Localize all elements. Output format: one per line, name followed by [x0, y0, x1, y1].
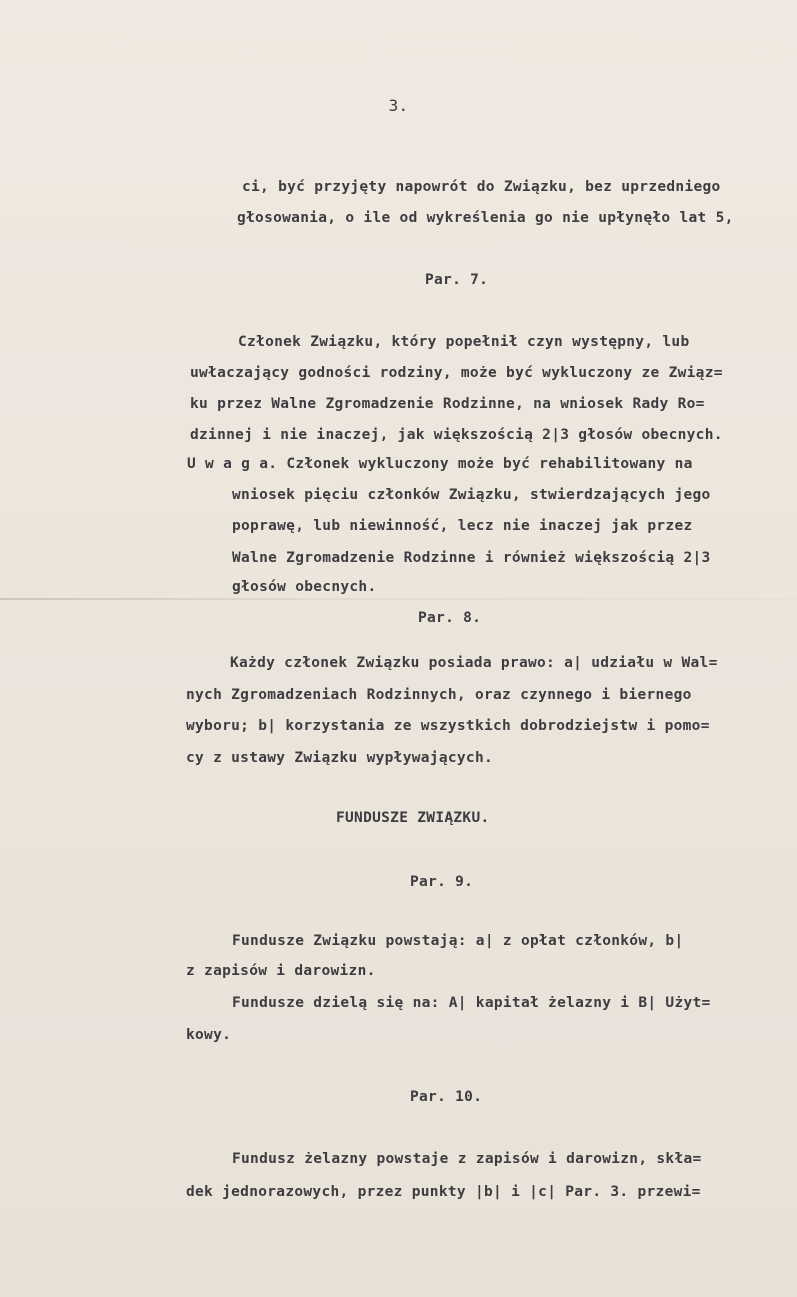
note-line: U w a g a. Członek wykluczony może być rehabilitowany na [187, 456, 693, 472]
text-line: Fundusze Związku powstają: a| z opłat członków, b| [232, 933, 684, 949]
text-line: głosowania, o ile od wykreślenia go nie upłynęło lat 5, [237, 210, 734, 226]
text-line: dzinnej i nie inaczej, jak większością 2|3 głosów obecnych. [190, 427, 723, 443]
section-heading-par-8: Par. 8. [418, 610, 482, 626]
text-line: wyboru; b| korzystania ze wszystkich dobrodziejstw i pomo= [186, 718, 710, 734]
page-number: 3. [388, 96, 409, 115]
chapter-heading: FUNDUSZE ZWIĄZKU. [336, 810, 490, 826]
section-heading-par-7: Par. 7. [425, 272, 489, 288]
text-line: Fundusze dzielą się na: A| kapitał żelazny i B| Użyt= [232, 995, 711, 1011]
text-line: kowy. [186, 1027, 232, 1043]
text-line: z zapisów i darowizn. [186, 963, 376, 979]
text-line: Każdy członek Związku posiada prawo: a| udziału w Wal= [230, 655, 718, 671]
text-line: ku przez Walne Zgromadzenie Rodzinne, na wniosek Rady Ro= [190, 396, 705, 412]
text-line: uwłaczający godności rodziny, może być wykluczony ze Związ= [190, 365, 723, 381]
text-line: Członek Związku, który popełnił czyn występny, lub [238, 334, 690, 350]
paper-fold-crease [0, 598, 797, 600]
section-heading-par-9: Par. 9. [410, 874, 474, 890]
note-line: wniosek pięciu członków Związku, stwierdzających jego [232, 487, 711, 503]
note-line: Walne Zgromadzenie Rodzinne i również większością 2|3 [232, 550, 711, 566]
text-line: dek jednorazowych, przez punkty |b| i |c| Par. 3. przewi= [186, 1184, 701, 1200]
note-line: poprawę, lub niewinność, lecz nie inaczej jak przez [232, 518, 693, 534]
text-line: ci, być przyjęty napowrót do Związku, bez uprzedniego [242, 179, 721, 195]
text-line: nych Zgromadzeniach Rodzinnych, oraz czynnego i biernego [186, 687, 692, 703]
text-line: cy z ustawy Związku wypływających. [186, 750, 494, 766]
text-line: Fundusz żelazny powstaje z zapisów i darowizn, skła= [232, 1151, 702, 1167]
section-heading-par-10: Par. 10. [410, 1089, 483, 1105]
note-line: głosów obecnych. [232, 579, 377, 595]
